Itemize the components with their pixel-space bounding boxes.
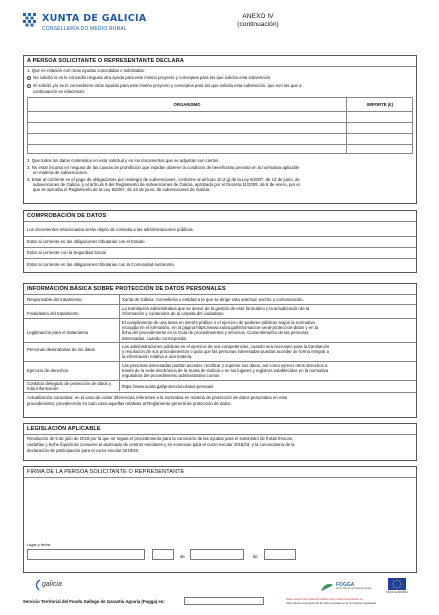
sede-note <box>286 598 426 605</box>
xunta-emblem-icon <box>23 13 37 27</box>
fogga-leaf-icon <box>320 582 334 592</box>
galicia-wave-icon <box>34 579 42 591</box>
privacy-section <box>23 283 417 418</box>
declaration-item-3-l2: en materia de subvenciones. <box>33 170 88 175</box>
option-no-aid-checkbox[interactable] <box>27 76 31 80</box>
de-label-1: de <box>180 554 185 559</box>
privacy-label-controller: Responsable del tratamiento <box>27 297 82 302</box>
service-input[interactable] <box>184 597 264 605</box>
galicia-logo <box>34 579 64 591</box>
option-other-aid <box>27 83 301 88</box>
declaration-item-4-l1: 4. Estar al corriente en el pago de obligaciones por reintegro de subvenciones, conforme al artículo 10.2.g) de la Ley 9/2007, de 13 de junio, de <box>27 177 300 182</box>
aid-table-header-amount: IMPORTE (€) <box>366 102 394 107</box>
year-input[interactable] <box>264 549 296 560</box>
verification-row-social-security: Estar al corriente con la Seguridad Social <box>27 250 106 255</box>
annex-title: ANEXO IV <box>242 13 274 20</box>
verification-row-autonomous: Estar al corriente en las obligaciones tributarias con la Comunidad Autónoma <box>27 262 174 267</box>
verification-intro: Los documentos relacionados serán objeto de consulta a las administraciones públicas. <box>27 227 194 232</box>
declaration-item-2: 2. Que todos los datos contenidos en esta solicitud y en los documentos que se adjuntan son ciertos. <box>27 158 220 163</box>
de-label-2: de <box>253 554 258 559</box>
privacy-text-legitimation: El cumplimiento de una tarea en interés público o el ejercicio de poderes públicos según la normativa recogida en el formulario, en la página https://www.xunta.gal/informacion-xeral-proteccion-datos y en la ficha del procedimiento en la Guía de procedimientos y servicios. Consentimiento de las personas interesadas, cuando corresponda. <box>122 320 319 341</box>
aid-row-2-amount[interactable] <box>347 123 413 132</box>
declaration-item-4-l3: que se aprueba el Reglamento de la Ley 9/2007, de 13 de junio, de subvenciones de Galicia. <box>33 187 211 192</box>
annex-subtitle: (continuación) <box>237 21 279 28</box>
privacy-text-rights: Las personas interesadas podrán acceder, rectificar y suprimir sus datos, así como ejercer otros derechos a través de la sede electrónica de la Xunta de Galicia o en los lugares y registros establecidos en la normativa reguladora del procedimiento administrativo común. <box>122 363 329 379</box>
privacy-label-contact: Contacto delegado de protección de datos y más información <box>27 381 112 392</box>
eu-logo <box>384 578 410 596</box>
option-no-aid <box>27 75 271 80</box>
declaration-section <box>23 55 417 204</box>
sede-note-line-1: Sede electrónica: Esta formulario solo podrá presentarse en <box>286 597 363 601</box>
option-other-aid-label: Sí solicitó y/o se le concedieron otras ayudas para este mismo proyecto y conceptos para los que solicita esta subvención, que son las que a <box>33 83 302 88</box>
service-label: Servicio Territorial del Fondo Gallego de Garantía Agraria (Fogga) en: <box>23 599 165 604</box>
place-input[interactable] <box>27 549 145 560</box>
signature-section <box>23 466 417 573</box>
sede-note-line-2: https://sede.xunta.gal Las formas previstas en la normativa reguladora <box>286 600 377 605</box>
legislation-title: LEGISLACIÓN APLICABLE <box>27 426 101 432</box>
declaration-item-3-l1: 3. No estar incursa en ninguna de las causas de prohibición que impidan obtener la condición de beneficiaria prevista en la normativa aplicable <box>27 165 300 170</box>
option-other-aid-cont: continuación se relacionan: <box>33 89 86 94</box>
fogga-wordmark: FOGGA <box>336 582 355 588</box>
aid-row-1-org[interactable] <box>29 112 345 121</box>
privacy-text-recipients: Las administraciones públicas en el ejercicio de sus competencias, cuando sea necesario para la tramitación y resolución de sus procedimientos o para que las personas interesadas puedan acceder de forma integral a la información relativa a una materia. <box>122 344 330 360</box>
privacy-text-contact: https://www.xunta.gal/proteccion-datos-persoais <box>122 384 214 389</box>
legislation-line-1: Resolución de 9 de julio de 2018 por la que se regula el procedimiento para la concesión de las ayudas para el suministro de frutas frescas, <box>27 436 294 441</box>
option-no-aid-label: No solicitó ni se le concedió ninguna otra ayuda para este mismo proyecto y conceptos para los que solicita esta subvención. <box>33 75 272 80</box>
aid-table <box>27 97 413 154</box>
aid-row-4-org[interactable] <box>29 145 345 154</box>
legislation-line-3: declaración de participación para el curso escolar 2019/20. <box>27 448 140 453</box>
fogga-subtitle: Fondo Galego de Garantía Agraria <box>336 588 372 590</box>
privacy-label-purposes: Finalidades del tratamiento <box>27 311 79 316</box>
privacy-label-rights: Ejercicio de derechos <box>27 368 69 373</box>
privacy-text-purposes: La tramitación administrativa que se derive de la gestión de este formulario y la actualización de la información y contenidos de la carpeta del ciudadano. <box>122 306 310 317</box>
option-other-aid-checkbox[interactable] <box>27 84 31 88</box>
aid-row-4-amount[interactable] <box>347 145 413 154</box>
legislation-section <box>23 423 417 461</box>
fogga-logo <box>320 582 370 596</box>
xunta-logo <box>23 13 37 27</box>
privacy-label-recipients: Personas destinatarias de los datos <box>27 347 96 352</box>
declaration-item-4-l2: subvenciones de Galicia, y al artículo 9 del Reglamento de subvenciones de Galicia, aprobado por el Decreto 11/2009, de 8 de enero, por el <box>33 182 300 187</box>
declaration-item-1: 1. Que en relación con otras ayudas concedidas o solicitadas: <box>27 68 145 73</box>
privacy-title: INFORMACIÓN BÁSICA SOBRE PROTECCIÓN DE DATOS PERSONALES <box>27 286 226 292</box>
verification-section <box>23 210 417 273</box>
verification-row-state: Estar al corriente en las obligaciones tributarias con el Estado <box>27 239 145 244</box>
aid-row-2-org[interactable] <box>29 123 345 132</box>
place-date-label: Lugar y fecha <box>27 543 51 547</box>
aid-row-3-amount[interactable] <box>347 134 413 143</box>
legislation-line-2: castañas y leche líquida de consumo al alumnado de centros escolares y se convocan para el curso escolar 2018/19, y la convocatoria de la <box>27 442 295 447</box>
brand-name: XUNTA DE GALICIA <box>42 13 147 24</box>
aid-row-3-org[interactable] <box>29 134 345 143</box>
signature-title: FIRMA DE LA PERSOA SOLICITANTE O REPRESENTANTE <box>27 469 185 475</box>
verification-title: COMPROBACIÓN DE DATOS <box>27 213 107 219</box>
month-input[interactable] <box>190 549 244 560</box>
aid-table-header-org: ORGANISMO <box>173 102 201 107</box>
privacy-label-legitimation: Legitimación para el tratamiento <box>27 330 89 335</box>
privacy-footnote-l1: Actualización normativa: en el caso de existir diferencias referentes a la normativa en materia de protección de datos personales en este <box>27 395 288 400</box>
privacy-footnote-l2: procedimiento, prevalecerán en todo caso aquellas relativas al Reglamento general de protección de datos. <box>27 401 232 406</box>
privacy-text-controller: Xunta de Galicia. Consellería o entidad a la que se dirige esta solicitud, escrito o comunicación. <box>122 297 304 302</box>
day-input[interactable] <box>152 549 174 560</box>
aid-row-1-amount[interactable] <box>347 112 413 121</box>
declaration-title: A PERSOA SOLICITANTE O REPRESENTANTE DECLARA <box>27 58 184 64</box>
eu-flag-icon <box>388 578 406 590</box>
galicia-wordmark: galicia <box>42 581 62 588</box>
department-name: CONSELLERÍA DO MEDIO RURAL <box>42 26 127 32</box>
eu-label: UNIÓN EUROPEA <box>386 591 408 594</box>
comma-sep: , <box>148 554 150 559</box>
